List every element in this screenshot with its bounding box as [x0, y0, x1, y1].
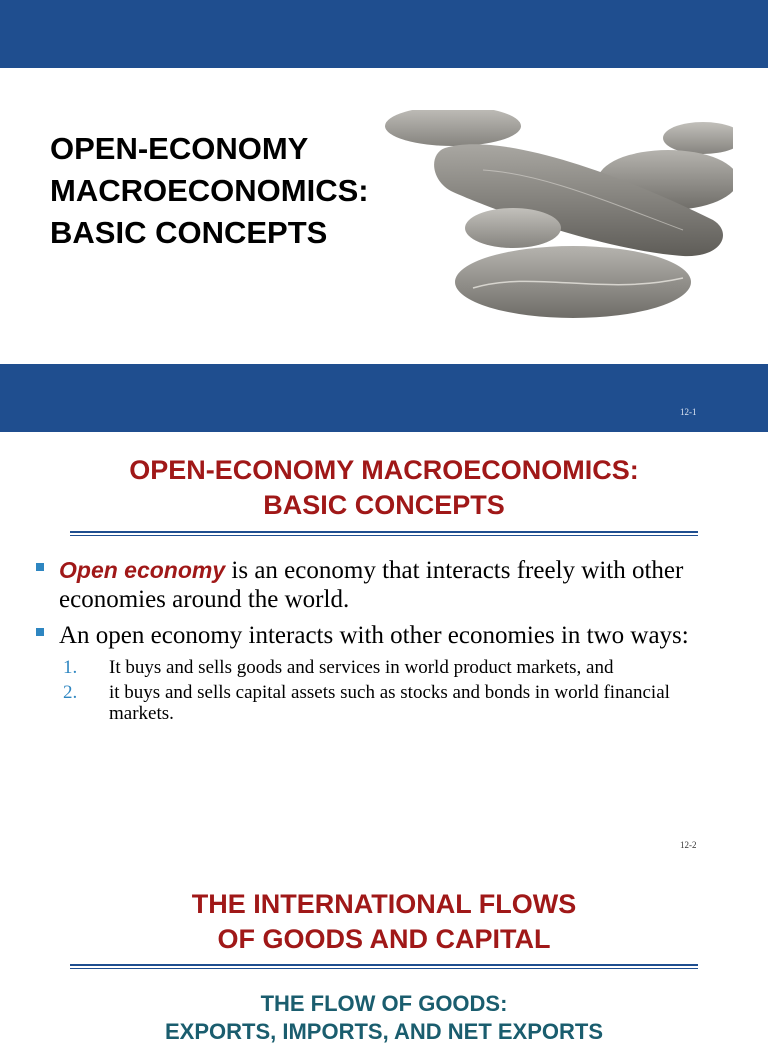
item-number: 1. — [63, 657, 78, 678]
bullet-item — [33, 621, 733, 650]
slide3-title-line: THE INTERNATIONAL FLOWS — [191, 889, 577, 919]
item-text: It buys and sells goods and services in world product markets, and — [109, 657, 614, 678]
slide2-title-line: BASIC CONCEPTS — [263, 490, 505, 520]
slide1-header-band — [0, 0, 768, 68]
slide-divider-band — [0, 364, 768, 432]
stone — [385, 110, 521, 146]
key-term: Open economy — [59, 557, 226, 583]
slide1-title-line: BASIC CONCEPTS — [50, 215, 328, 250]
numbered-item — [33, 682, 733, 724]
title-underline — [70, 531, 698, 538]
slide1-title-line: MACROECONOMICS: — [50, 173, 369, 208]
bullet-text: is an economy that interacts freely with other economies around the world. — [59, 557, 684, 613]
bullet-item — [33, 556, 733, 614]
slide2-title — [0, 453, 768, 523]
stacked-stones-image — [383, 110, 733, 320]
slide1-title — [50, 128, 410, 254]
stone — [663, 122, 733, 154]
slide-number: 12-2 — [680, 840, 697, 850]
slide-number: 12-1 — [680, 407, 697, 417]
slide1-title-line: OPEN-ECONOMY — [50, 131, 309, 166]
title-underline — [70, 964, 698, 971]
bullet-list — [33, 556, 733, 728]
slide3-title — [0, 887, 768, 957]
square-bullet-icon — [36, 628, 44, 636]
stone — [465, 208, 561, 248]
item-text: it buys and sells capital assets such as stocks and bonds in world financial markets. — [109, 682, 670, 724]
bullet-text: An open economy interacts with other economies in two ways: — [59, 622, 689, 649]
numbered-item — [33, 657, 733, 678]
slide3-subtitle-line: THE FLOW OF GOODS: — [260, 991, 508, 1016]
square-bullet-icon — [36, 563, 44, 571]
slide3-subtitle-line: EXPORTS, IMPORTS, AND NET EXPORTS — [164, 1019, 603, 1044]
slide3-subtitle — [0, 990, 768, 1046]
item-number: 2. — [63, 682, 78, 703]
numbered-list — [33, 657, 733, 724]
slide2-title-line: OPEN-ECONOMY MACROECONOMICS: — [129, 455, 639, 485]
slide3-title-line: OF GOODS AND CAPITAL — [217, 924, 551, 954]
